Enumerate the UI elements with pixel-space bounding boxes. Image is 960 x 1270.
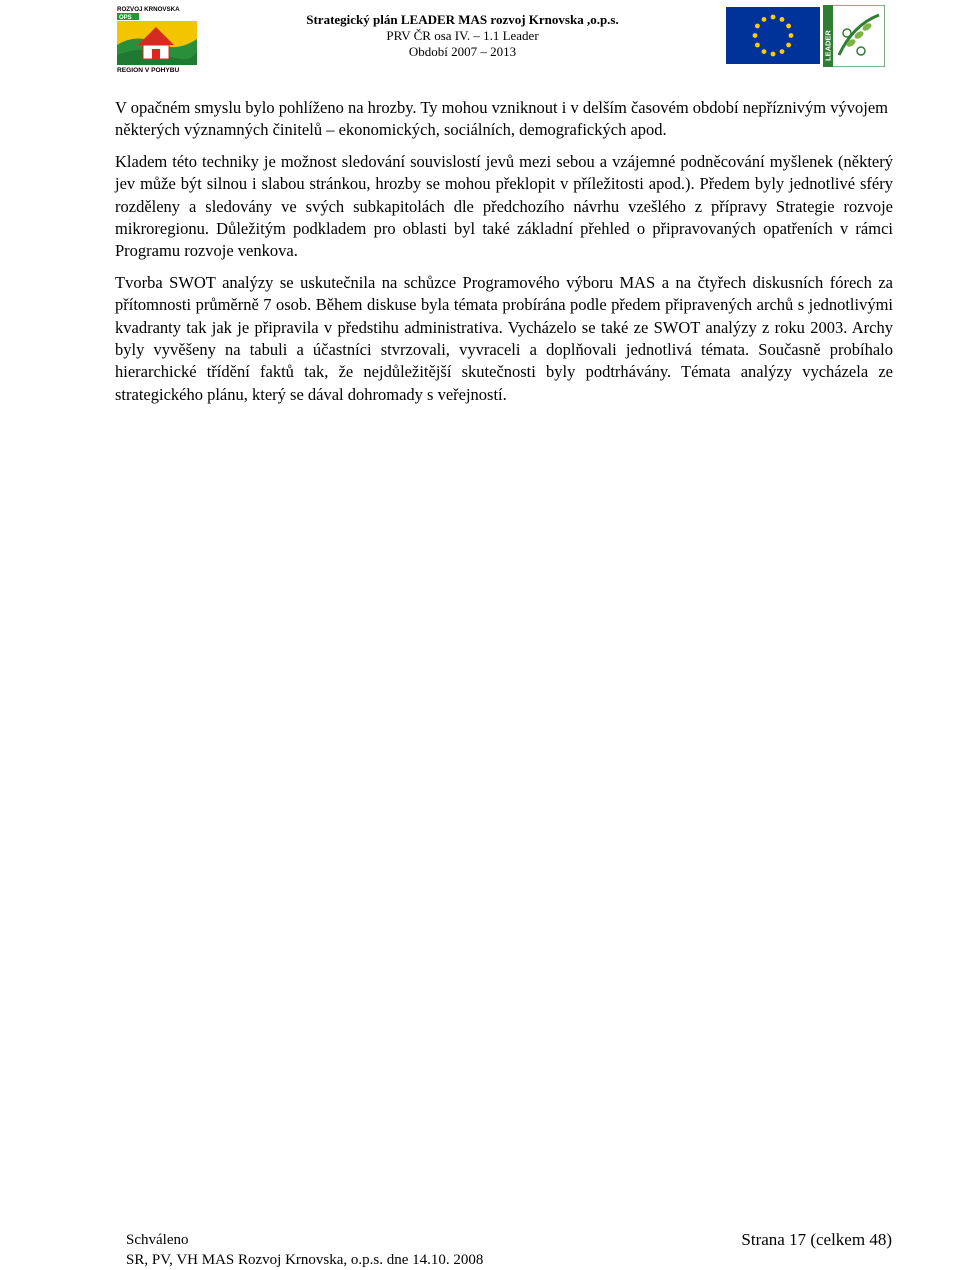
- paragraph-technique: Kladem této techniky je možnost sledování souvislostí jevů mezi sebou a vzájemné podněcování myšlenek (některý jev může být silnou i slabou stránkou, hrozby se mohou překlopit v příležitosti apod.). Předem byly jednotlivé sféry rozděleny a sledovány ve svých subkapitolách dle předchozího návrhu vzešlého z přípravy Strategie rozvoje mikroregionu. Důležitým podkladem pro oblasti byl také základní přehled o připravovaných opatřeních v rámci Programu rozvoje venkova.: [115, 151, 893, 261]
- leader-logo-text: LEADER: [823, 30, 833, 61]
- logo-top-text: ROZVOJ KRNOVSKA: [117, 6, 180, 13]
- leader-logo: [823, 5, 885, 67]
- header-program-line: PRV ČR osa IV. – 1.1 Leader: [386, 28, 539, 43]
- eu-flag-icon: [726, 7, 820, 64]
- logo-bottom-text: REGION V POHYBU: [117, 67, 180, 73]
- paragraph-threats: V opačném smyslu bylo pohlíženo na hrozby. Ty mohou vzniknout i v delším časovém období nepříznivým vývojem některých významných činitelů – ekonomických, sociálních, demografických apod.: [115, 98, 889, 140]
- footer-approval: [126, 1230, 483, 1270]
- document-title: Strategický plán LEADER MAS rozvoj Krnovska ,o.p.s.: [306, 12, 619, 27]
- page-header: [0, 0, 960, 80]
- rozvoj-krnovska-logo: [116, 5, 198, 73]
- logo-sub-text: OPS: [119, 15, 132, 21]
- footer-approval-details: SR, PV, VH MAS Rozvoj Krnovska, o.p.s. dne 14.10. 2008: [126, 1252, 484, 1268]
- header-period-line: Období 2007 – 2013: [408, 44, 517, 59]
- document-body: [115, 97, 893, 406]
- footer-approved-label: Schváleno: [126, 1232, 189, 1248]
- header-text: [240, 12, 685, 60]
- paragraph-swot-process: Tvorba SWOT analýzy se uskutečnila na schůzce Programového výboru MAS a na čtyřech diskusních fórech za přítomnosti průměrně 7 osob. Během diskuse byla témata probírána podle předem připravených archů s jednotlivými kvadranty tak jak je připravila v předstihu administrativa. Vycházelo se také ze SWOT analýzy z roku 2003. Archy byly vyvěšeny na tabuli a účastníci stvrzovali, vyvraceli a doplňovali jednotlivá témata. Současně probíhalo hierarchické třídění faktů tak, že nejdůležitější skutečnosti byly podtrhávány. Témata analýzy vycházela ze strategického plánu, který se dával dohromady s veřejností.: [115, 272, 893, 404]
- page-number: Strana 17 (celkem 48): [741, 1230, 892, 1249]
